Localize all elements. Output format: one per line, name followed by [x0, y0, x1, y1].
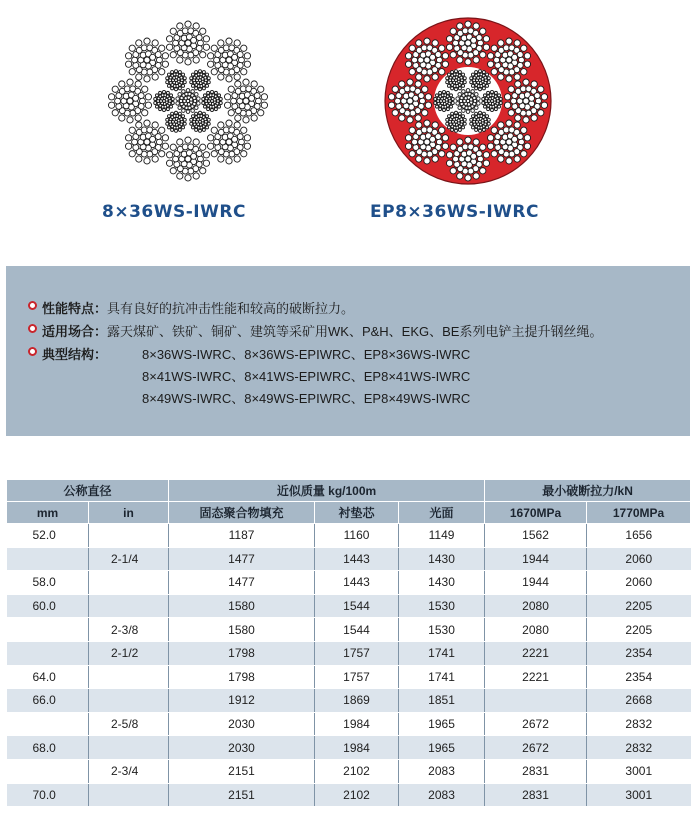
cell-padded-core: 1160: [315, 524, 399, 548]
cell-bright: 1965: [399, 712, 485, 736]
cell-mm: 70.0: [7, 783, 89, 807]
outer-strand: [207, 120, 250, 164]
cell-padded-core: 2102: [315, 759, 399, 783]
core-strand: [434, 90, 455, 111]
cell-bright: 1430: [399, 547, 485, 571]
cell-mm: 64.0: [7, 665, 89, 689]
table-row: [7, 641, 691, 665]
cell-bright: 1530: [399, 594, 485, 618]
structure-line-2: 8×41WS-IWRC、8×41WS-EPIWRC、EP8×41WS-IWRC: [142, 369, 471, 384]
table-row: [7, 712, 691, 736]
cell-bright: 2083: [399, 783, 485, 807]
structure-line-3: 8×49WS-IWRC、8×49WS-EPIWRC、EP8×49WS-IWRC: [142, 391, 471, 406]
table-row: [7, 524, 691, 548]
cell-mm: [7, 759, 89, 783]
rope-diagrams: [0, 0, 696, 240]
cell-in: [89, 783, 169, 807]
outer-strand: [224, 79, 267, 123]
table-row: [7, 547, 691, 571]
cell-mm: [7, 547, 89, 571]
bullet-icon: [28, 301, 37, 310]
cell-1670mpa: 2672: [485, 736, 587, 760]
cell-mm: 68.0: [7, 736, 89, 760]
header-padded-core: 衬垫芯: [315, 502, 399, 524]
cell-in: 2-5/8: [89, 712, 169, 736]
core-strand: [470, 111, 491, 132]
cell-in: [89, 594, 169, 618]
cell-padded-core: 2102: [315, 783, 399, 807]
cell-mm: [7, 618, 89, 642]
cell-in: [89, 571, 169, 595]
cell-in: 2-1/2: [89, 641, 169, 665]
cell-in: [89, 665, 169, 689]
outer-strand: [166, 137, 209, 181]
table-row: [7, 571, 691, 595]
core-strand: [166, 111, 187, 132]
table-row: [7, 736, 691, 760]
cell-1770mpa: 1656: [587, 524, 691, 548]
cell-1670mpa: 2831: [485, 783, 587, 807]
cell-mm: [7, 641, 89, 665]
cell-1770mpa: 2832: [587, 712, 691, 736]
core-strand: [482, 90, 503, 111]
cell-padded-core: 1443: [315, 571, 399, 595]
outer-strand: [125, 120, 168, 164]
cell-1770mpa: 2354: [587, 665, 691, 689]
cell-1770mpa: 2668: [587, 689, 691, 713]
cell-1770mpa: 2205: [587, 618, 691, 642]
cell-in: 2-3/8: [89, 618, 169, 642]
cell-solid-polymer: 2030: [169, 712, 315, 736]
table-row: [7, 783, 691, 807]
header-1670mpa: 1670MPa: [485, 502, 587, 524]
features-row: [42, 298, 354, 317]
structure-line-1: 8×36WS-IWRC、8×36WS-EPIWRC、EP8×36WS-IWRC: [142, 347, 471, 362]
usage-key: 适用场合：: [42, 324, 108, 339]
cell-solid-polymer: 1477: [169, 547, 315, 571]
cell-solid-polymer: 2151: [169, 783, 315, 807]
core-strand: [166, 70, 187, 91]
structure-row: [42, 344, 107, 363]
spec-table-body: [7, 524, 691, 807]
cell-in: 2-1/4: [89, 547, 169, 571]
table-row: [7, 618, 691, 642]
rope-cross-section-iwrc: [103, 16, 273, 186]
core-strand: [446, 111, 467, 132]
sub-header-row: [7, 502, 691, 524]
cell-mm: 58.0: [7, 571, 89, 595]
product-label-ep-iwrc: EP8×36WS-IWRC: [370, 202, 539, 222]
cell-padded-core: 1757: [315, 641, 399, 665]
outer-strand: [108, 79, 151, 123]
cell-mm: 60.0: [7, 594, 89, 618]
cell-solid-polymer: 1187: [169, 524, 315, 548]
bullet-icon: [28, 324, 37, 333]
header-1770mpa: 1770MPa: [587, 502, 691, 524]
cell-in: [89, 524, 169, 548]
cell-1670mpa: 2080: [485, 594, 587, 618]
cell-bright: 1965: [399, 736, 485, 760]
cell-in: 2-3/4: [89, 759, 169, 783]
core-strand: [456, 89, 480, 114]
header-min-breaking-force: 最小破断拉力/kN: [485, 480, 691, 502]
cell-1670mpa: 2080: [485, 618, 587, 642]
cell-padded-core: 1757: [315, 665, 399, 689]
cell-bright: 1149: [399, 524, 485, 548]
cell-1770mpa: 2354: [587, 641, 691, 665]
structure-key: 典型结构：: [42, 347, 108, 362]
core-strand: [154, 90, 175, 111]
cell-1770mpa: 2060: [587, 571, 691, 595]
cell-1670mpa: 2221: [485, 665, 587, 689]
core-strand: [176, 89, 200, 114]
header-mm: mm: [7, 502, 89, 524]
cell-1770mpa: 2205: [587, 594, 691, 618]
core-strand: [190, 70, 211, 91]
rope-cross-section-ep-iwrc: [383, 16, 553, 186]
cell-solid-polymer: 1580: [169, 618, 315, 642]
cell-in: [89, 736, 169, 760]
cell-bright: 2083: [399, 759, 485, 783]
cell-bright: 1741: [399, 641, 485, 665]
table-row: [7, 759, 691, 783]
cell-padded-core: 1984: [315, 736, 399, 760]
features-key: 性能特点：: [42, 301, 108, 316]
core-strand: [446, 70, 467, 91]
cell-mm: 66.0: [7, 689, 89, 713]
cell-mm: [7, 712, 89, 736]
cell-1770mpa: 2832: [587, 736, 691, 760]
cell-solid-polymer: 2030: [169, 736, 315, 760]
cell-solid-polymer: 1912: [169, 689, 315, 713]
cell-padded-core: 1443: [315, 547, 399, 571]
header-nominal-diameter: 公称直径: [7, 480, 169, 502]
cell-1670mpa: 2221: [485, 641, 587, 665]
bullet-icon: [28, 347, 37, 356]
cell-in: [89, 689, 169, 713]
cell-1670mpa: 2831: [485, 759, 587, 783]
header-bright: 光面: [399, 502, 485, 524]
core-strand: [470, 70, 491, 91]
cell-1670mpa: 1944: [485, 571, 587, 595]
cell-1770mpa: 3001: [587, 759, 691, 783]
cell-1670mpa: 2672: [485, 712, 587, 736]
cell-solid-polymer: 1477: [169, 571, 315, 595]
cell-solid-polymer: 2151: [169, 759, 315, 783]
table-row: [7, 594, 691, 618]
group-header-row: [7, 480, 691, 502]
header-in: in: [89, 502, 169, 524]
cell-solid-polymer: 1798: [169, 641, 315, 665]
cell-mm: 52.0: [7, 524, 89, 548]
cell-bright: 1430: [399, 571, 485, 595]
cell-1670mpa: 1944: [485, 547, 587, 571]
cell-1670mpa: 1562: [485, 524, 587, 548]
table-row: [7, 689, 691, 713]
cell-padded-core: 1869: [315, 689, 399, 713]
product-label-iwrc: 8×36WS-IWRC: [102, 202, 246, 222]
outer-strand: [125, 38, 168, 82]
cell-solid-polymer: 1798: [169, 665, 315, 689]
cell-padded-core: 1544: [315, 594, 399, 618]
usage-row: [42, 321, 602, 340]
cell-bright: 1741: [399, 665, 485, 689]
outer-strand: [166, 21, 209, 65]
usage-value: 露天煤矿、铁矿、铜矿、建筑等采矿用WK、P&H、EKG、BE系列电铲主提升钢丝绳。: [107, 324, 603, 339]
outer-strand: [207, 38, 250, 82]
cell-solid-polymer: 1580: [169, 594, 315, 618]
cell-bright: 1530: [399, 618, 485, 642]
cell-bright: 1851: [399, 689, 485, 713]
core-strand: [190, 111, 211, 132]
cell-padded-core: 1984: [315, 712, 399, 736]
core-strand: [202, 90, 223, 111]
info-panel: [6, 266, 690, 436]
header-solid-polymer: 固态聚合物填充: [169, 502, 315, 524]
cell-padded-core: 1544: [315, 618, 399, 642]
table-row: [7, 665, 691, 689]
features-value: 具有良好的抗冲击性能和较高的破断拉力。: [107, 301, 355, 316]
header-approx-mass: 近似质量 kg/100m: [169, 480, 485, 502]
cell-1770mpa: 3001: [587, 783, 691, 807]
cell-1770mpa: 2060: [587, 547, 691, 571]
cell-1670mpa: [485, 689, 587, 713]
spec-table: [6, 479, 691, 807]
